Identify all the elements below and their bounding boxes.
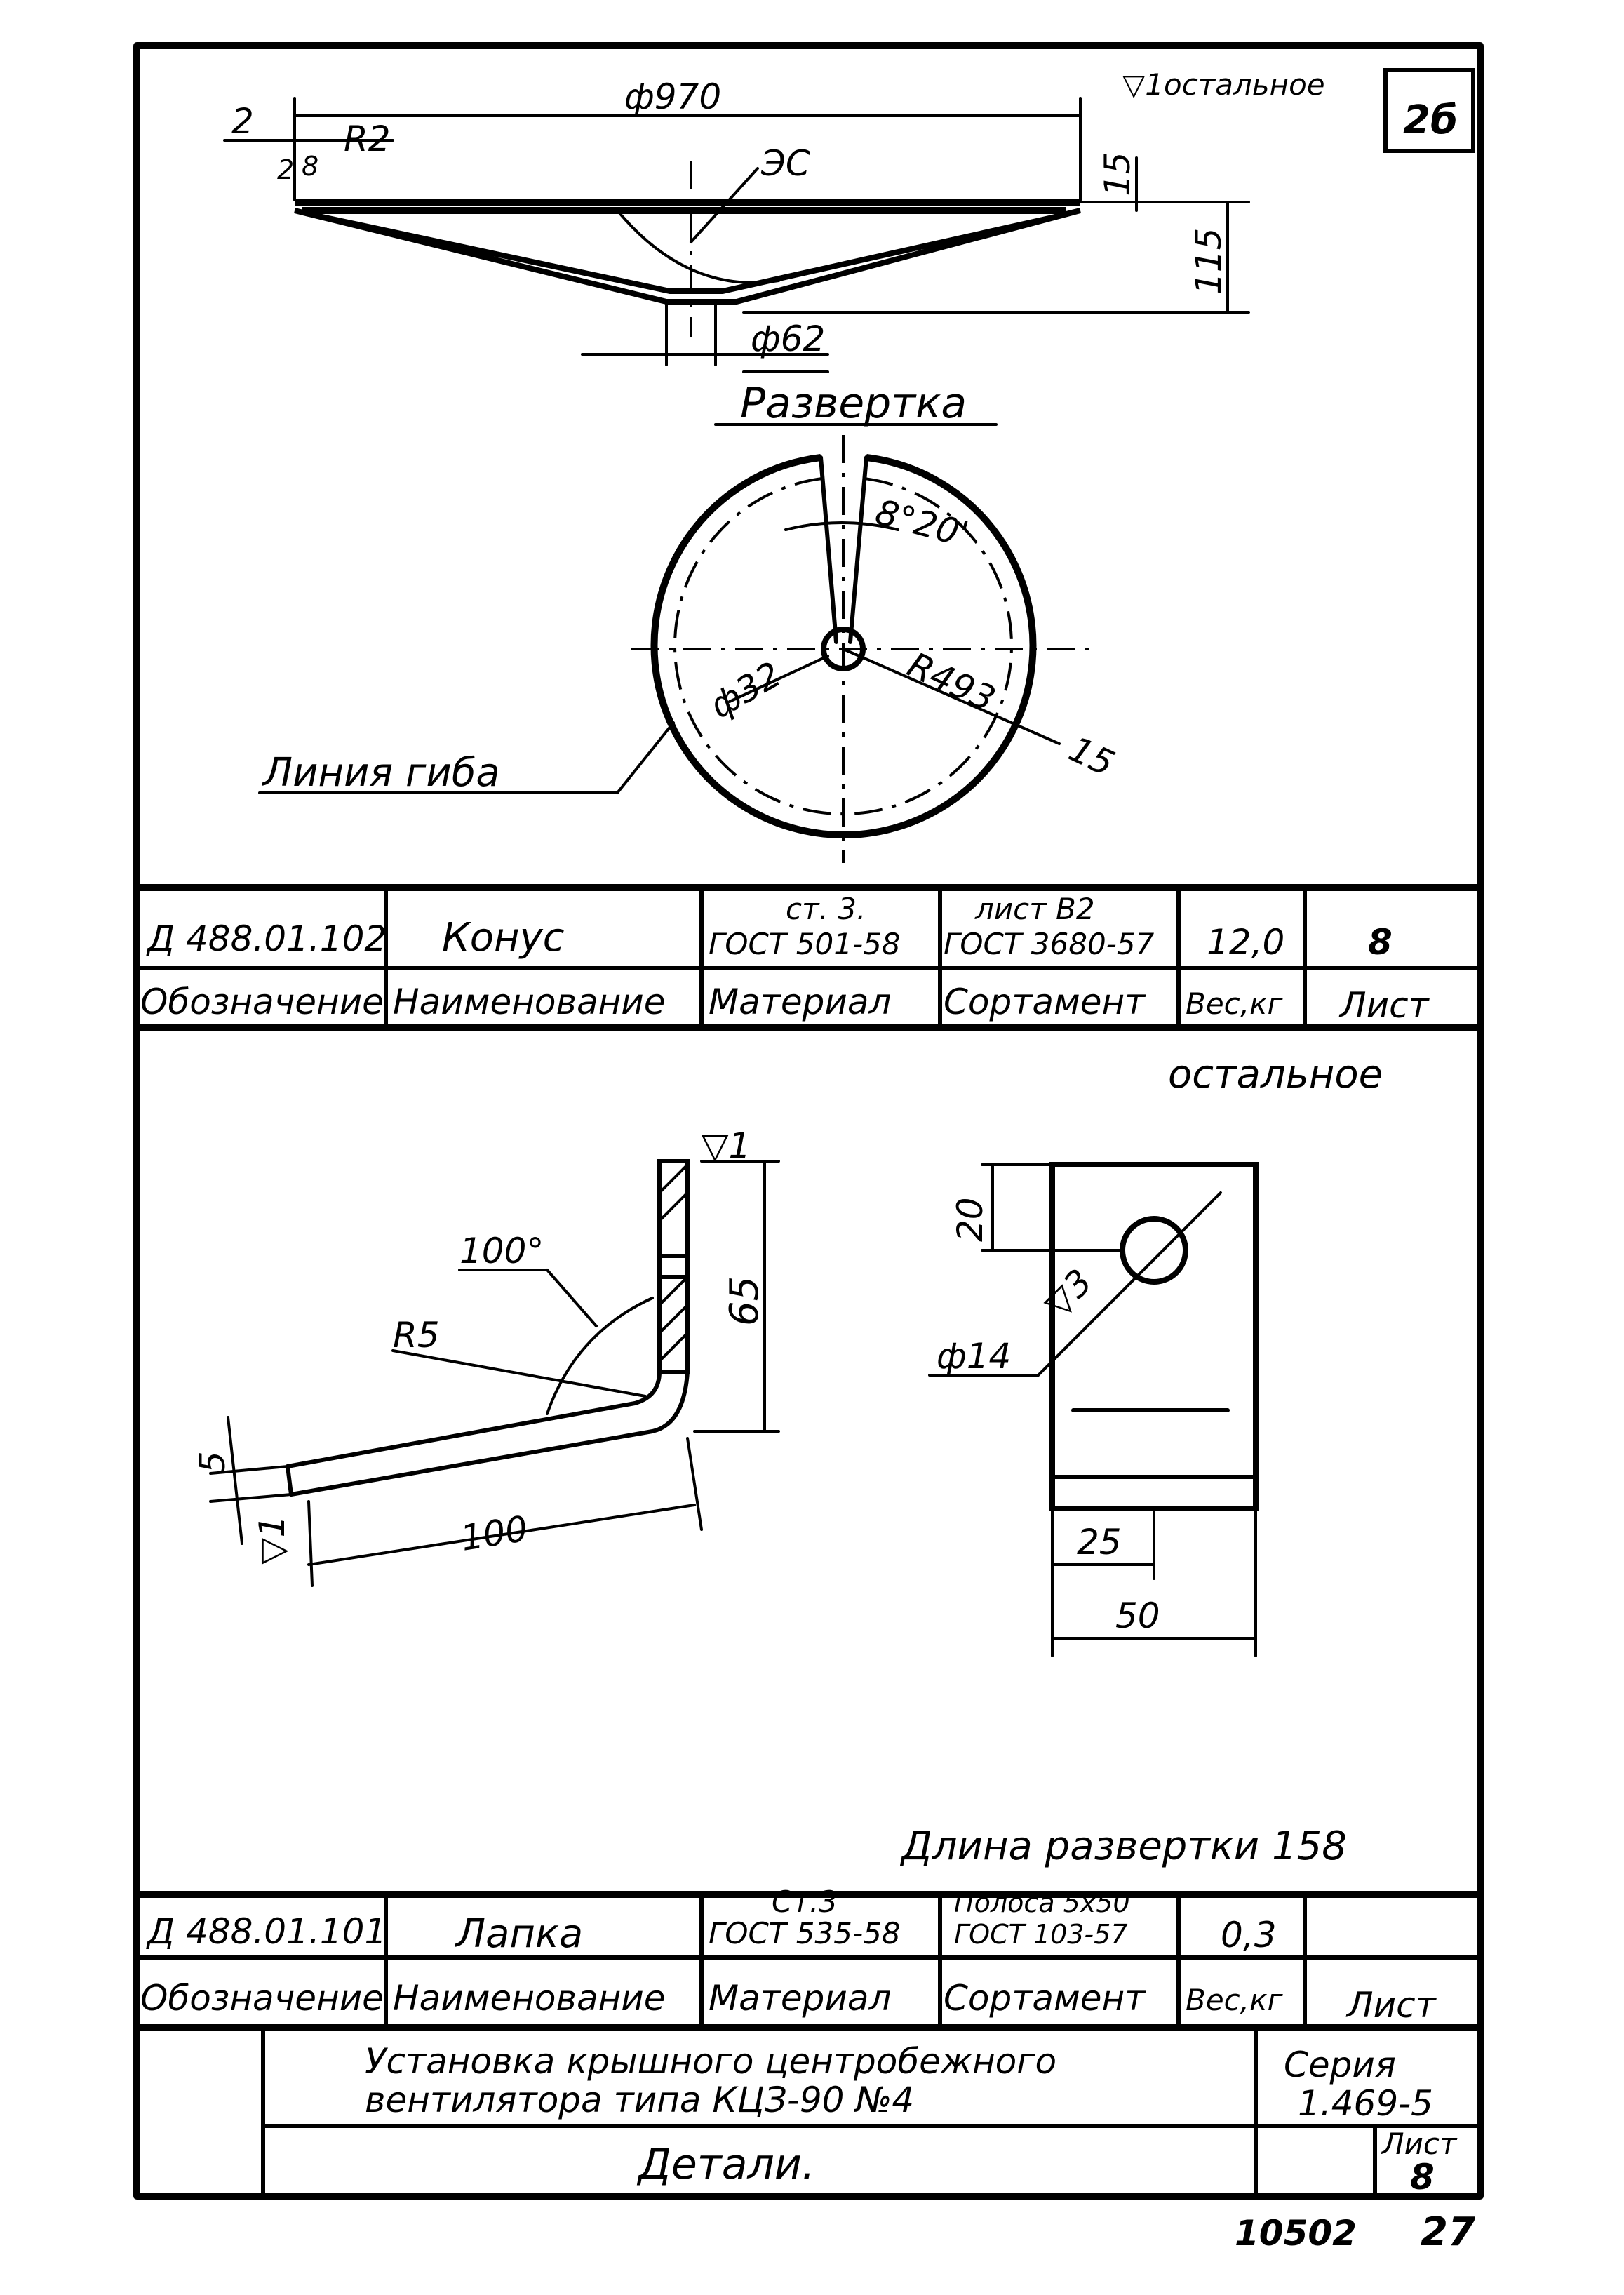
header-name: Наименование (393, 1978, 666, 2019)
front-roughness: ▽3 (1036, 1261, 1101, 1325)
header-designation: Обозначение (140, 1978, 384, 2019)
cell-material-2: ГОСТ 501-58 (709, 927, 901, 961)
series-label: Серия (1284, 2045, 1396, 2085)
bracket-inner-edge (288, 1372, 659, 1466)
cell-assortment-2: ГОСТ 103-57 (954, 1919, 1128, 1950)
bracket-end (288, 1466, 291, 1494)
cell-assortment-2: ГОСТ 3680-57 (944, 927, 1155, 961)
bracket-thickness: 5 (192, 1451, 233, 1473)
slot-right (850, 457, 866, 642)
roughness-note: ▽1остальное (1122, 67, 1325, 102)
hatch (659, 1333, 687, 1361)
bracket-vertical-leg (659, 1161, 687, 1372)
dim-left-2b: 2 (277, 154, 295, 185)
sheet-code: 2б (1403, 98, 1458, 143)
development-title: Развертка (740, 379, 967, 428)
cell-name: Лапка (456, 1911, 584, 1957)
title-line-2: вентилятора типа КЦЗ-90 №4 (365, 2080, 915, 2120)
front-dim-25: 25 (1077, 1522, 1122, 1563)
hatch (659, 1277, 687, 1305)
development-hole: ф32 (703, 653, 788, 727)
bracket-outer-edge (291, 1372, 687, 1494)
bracket-radius: R5 (393, 1315, 440, 1356)
hatch (659, 1193, 687, 1221)
cell-material-2: ГОСТ 535-58 (709, 1916, 901, 1951)
angle-leader (547, 1270, 596, 1326)
dim-height-115: 115 (1188, 227, 1229, 295)
sheet-label: Лист (1382, 2127, 1457, 2161)
cell-sheet: 8 (1368, 922, 1393, 963)
dim-ext (309, 1501, 312, 1586)
front-dim-20: 20 (950, 1197, 991, 1242)
dim-radius-r2: R2 (344, 119, 391, 159)
cell-material-1: Ст.3 (772, 1885, 838, 1919)
title-line-1: Установка крышного центробежного (365, 2041, 1057, 2082)
header-sheet: Лист (1347, 1985, 1436, 2026)
dim-height-15: 15 (1097, 152, 1138, 196)
sheet-frame (137, 46, 1480, 2196)
angle-arc-100 (547, 1298, 652, 1414)
cell-weight: 0,3 (1221, 1915, 1277, 1955)
dim-diameter-970: ф970 (624, 76, 722, 117)
cell-weight: 12,0 (1207, 922, 1285, 963)
dim-bottom-62: ф62 (751, 319, 826, 359)
bracket-roughness-top: ▽1 (702, 1125, 751, 1166)
dim-line-5 (228, 1417, 242, 1544)
cell-assortment-1: лист В2 (975, 892, 1095, 926)
header-weight: Вес,кг (1186, 986, 1283, 1021)
hatch (659, 1165, 687, 1193)
slot-left (821, 457, 836, 642)
mount-hole (1122, 1219, 1186, 1282)
cell-designation: Д 488.01.101 (147, 1911, 387, 1952)
page-number: 27 (1421, 2209, 1475, 2255)
cell-name: Конус (442, 915, 565, 961)
front-dim-50: 50 (1115, 1595, 1160, 1636)
bend-line-label: Линия гиба (263, 750, 500, 796)
bend-leader (617, 723, 673, 793)
bracket-roughness-left: ▽1 (252, 1515, 293, 1565)
development-edge: 15 (1062, 728, 1121, 784)
header-assortment: Сортамент (944, 1978, 1146, 2019)
dim-left-8: 8 (302, 151, 319, 182)
header-weight: Вес,кг (1186, 1983, 1283, 2017)
subtitle: Детали. (638, 2140, 815, 2189)
header-material: Материал (709, 1978, 892, 2019)
dim-ext (210, 1494, 291, 1501)
radius-leader (393, 1351, 645, 1396)
sheet-value: 8 (1410, 2157, 1435, 2197)
cone-arc (617, 210, 779, 283)
header-sheet: Лист (1340, 985, 1429, 1026)
middle-note: остальное (1168, 1052, 1383, 1097)
header-name: Наименование (393, 982, 666, 1022)
cone-body (295, 210, 1080, 302)
development-length: Длина развертки 158 (901, 1824, 1347, 1869)
header-designation: Обозначение (140, 982, 384, 1022)
cell-assortment-1: Полоса 5х50 (954, 1887, 1130, 1918)
header-material: Материал (709, 982, 892, 1022)
cell-designation: Д 488.01.102 (147, 918, 387, 959)
bracket-length: 100 (457, 1508, 531, 1559)
development-angle: 8°20' (871, 491, 973, 556)
cell-material-1: ст. 3. (786, 892, 866, 926)
cone-hatch (309, 214, 666, 302)
inventory-number: 10502 (1235, 2213, 1357, 2254)
development-radius: R493 (901, 644, 1002, 720)
series-value: 1.469-5 (1298, 2083, 1433, 2124)
bracket-angle: 100° (459, 1231, 544, 1271)
development-section (260, 424, 1094, 863)
weld-symbol: ЭС (761, 143, 810, 184)
hatch (659, 1305, 687, 1333)
header-assortment: Сортамент (944, 982, 1146, 1022)
front-hole: ф14 (937, 1336, 1012, 1377)
bracket-height: 65 (722, 1276, 767, 1326)
dim-left-2: 2 (231, 101, 254, 142)
dim-ext (687, 1438, 702, 1530)
